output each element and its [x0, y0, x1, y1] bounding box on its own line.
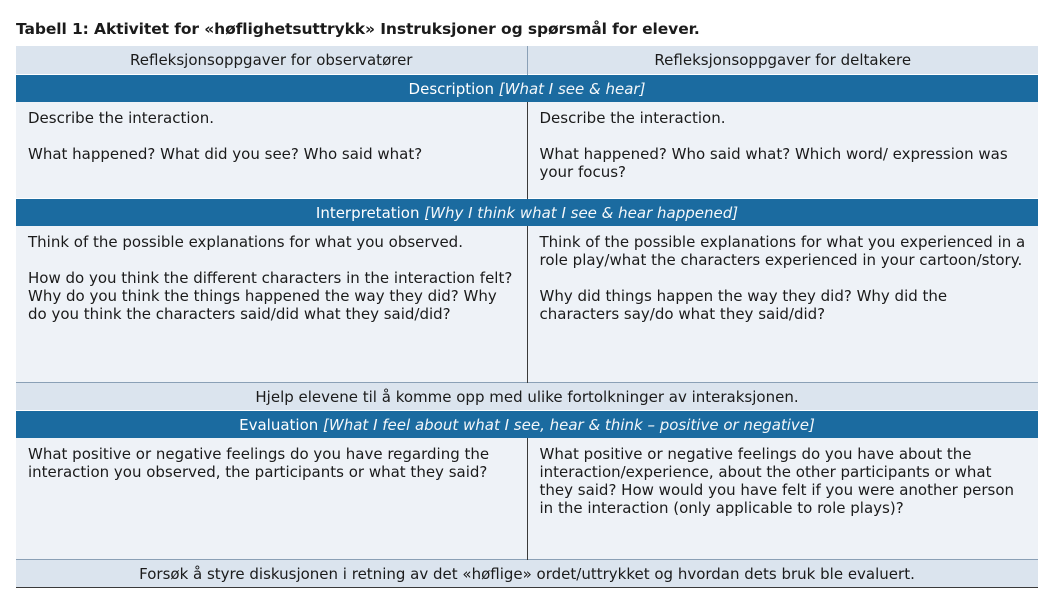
evaluation-heading: Evaluation [239, 415, 319, 434]
evaluation-observers-cell [16, 438, 527, 560]
text-line: How do you think the different characters in the interaction felt? Why do you think the things happened the way they did? Why do you think the characters said/did what they said/did? [28, 269, 513, 323]
description-heading-en: [What I see & hear] [498, 79, 646, 98]
text-line: What positive or negative feelings do you have regarding the interaction you observed, the participants or what they said? [28, 445, 490, 481]
section-heading-description [16, 75, 1038, 103]
section-heading-evaluation [16, 411, 1038, 439]
description-band [16, 75, 1038, 103]
evaluation-row [16, 438, 1038, 560]
column-header-observers: Refleksjonsoppgaver for observatører [16, 46, 527, 75]
interpretation-band [16, 199, 1038, 227]
evaluation-note-row [16, 560, 1038, 588]
interpretation-heading-en: [Why I think what I see & hear happened] [424, 203, 739, 222]
text-line: Why did things happen the way they did? Why did the characters say/do what they said/did? [539, 287, 948, 323]
column-header-participants: Refleksjonsoppgaver for deltakere [527, 46, 1038, 75]
interpretation-note-row [16, 383, 1038, 411]
description-participants-cell [527, 102, 1038, 199]
evaluation-note: Forsøk å styre diskusjonen i retning av det «høflige» ordet/uttrykket og hvordan dets bruk ble evaluert. [16, 560, 1038, 588]
interpretation-row [16, 226, 1038, 383]
interpretation-heading: Interpretation [315, 203, 420, 222]
text-line: What happened? What did you see? Who said what? [28, 145, 423, 163]
section-heading-interpretation [16, 199, 1038, 227]
text-line: Think of the possible explanations for what you experienced in a role play/what the characters experienced in your cartoon/story. [539, 233, 1026, 269]
column-header-row [16, 46, 1038, 75]
description-row [16, 102, 1038, 199]
text-line: What positive or negative feelings do you have about the interaction/experience, about the other participants or what they said? How would you have felt if you were another person in the interaction (only applicable to role plays)? [539, 445, 1015, 517]
interpretation-observers-cell [16, 226, 527, 383]
interpretation-participants-cell [527, 226, 1038, 383]
text-line: What happened? Who said what? Which word/ expression was your focus? [539, 145, 1008, 181]
text-line: Think of the possible explanations for what you observed. [28, 233, 463, 251]
table-caption: Tabell 1: Aktivitet for «høflighetsuttrykk» Instruksjoner og spørsmål for elever. [16, 20, 700, 38]
text-line: Describe the interaction. [539, 109, 726, 127]
evaluation-heading-en: [What I feel about what I see, hear & think – positive or negative] [323, 415, 815, 434]
text-line: Describe the interaction. [28, 109, 214, 127]
reflection-table [16, 46, 1038, 588]
interpretation-note: Hjelp elevene til å komme opp med ulike fortolkninger av interaksjonen. [16, 383, 1038, 411]
evaluation-band [16, 411, 1038, 439]
description-observers-cell [16, 102, 527, 199]
description-heading: Description [408, 79, 494, 98]
evaluation-participants-cell [527, 438, 1038, 560]
